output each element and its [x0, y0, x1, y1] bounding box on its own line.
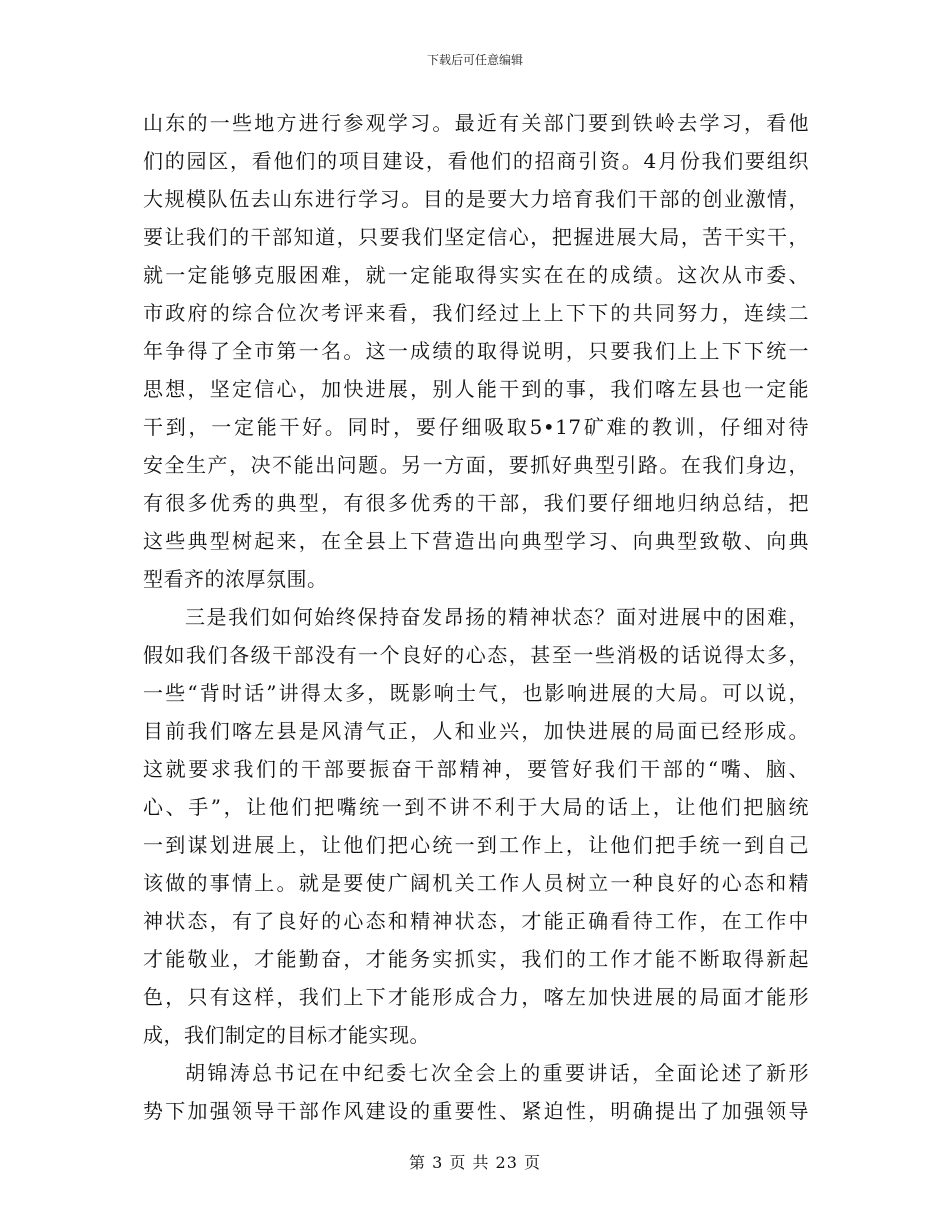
text-line: 大规模队伍去山东进行学习。目的是要大力培育我们干部的创业激情， [143, 187, 809, 211]
text-line: 有很多优秀的典型，有很多优秀的干部，我们要仔细地归纳总结，把 [143, 491, 809, 515]
text-line: 一到谋划进展上，让他们把心统一到工作上，让他们把手统一到自己 [143, 833, 809, 857]
text-line: 这就要求我们的干部要振奋干部精神，要管好我们干部的“嘴、脑、 [143, 757, 809, 781]
text-line: 神状态，有了良好的心态和精神状态，才能正确看待工作，在工作中 [143, 909, 809, 933]
text-line: 年争得了全市第一名。这一成绩的取得说明，只要我们上上下下统一 [143, 339, 809, 363]
text-line: 山东的一些地方进行参观学习。最近有关部门要到铁岭去学习，看他 [143, 111, 809, 135]
document-body [143, 104, 809, 1130]
text-line: 成，我们制定的目标才能实现。 [143, 1023, 430, 1047]
text-line: 一些“背时话”讲得太多，既影响士气，也影响进展的大局。可以说， [143, 681, 809, 705]
page-header: 下载后可任意编辑 [426, 53, 523, 67]
page-footer: 第 3 页 共 23 页 [409, 1153, 541, 1172]
text-line: 该做的事情上。就是要使广阔机关工作人员树立一种良好的心态和精 [143, 871, 809, 895]
text-line: 假如我们各级干部没有一个良好的心态，甚至一些消极的话说得太多， [143, 643, 809, 667]
text-line: 就一定能够克服困难，就一定能取得实实在在的成绩。这次从市委、 [143, 263, 809, 287]
text-line: 们的园区，看他们的项目建设，看他们的招商引资。4月份我们要组织 [143, 149, 809, 173]
text-line: 市政府的综合位次考评来看，我们经过上上下下的共同努力，连续二 [143, 301, 809, 325]
text-line: 这些典型树起来，在全县上下营造出向典型学习、向典型致敬、向典 [143, 529, 809, 553]
text-line: 型看齐的浓厚氛围。 [143, 567, 328, 591]
text-line: 安全生产，决不能出问题。另一方面，要抓好典型引路。在我们身边， [143, 453, 809, 477]
text-line: 要让我们的干部知道，只要我们坚定信心，把握进展大局，苦干实干， [143, 225, 809, 249]
text-line: 思想，坚定信心，加快进展，别人能干到的事，我们喀左县也一定能 [143, 377, 809, 401]
text-line: 目前我们喀左县是风清气正，人和业兴，加快进展的局面已经形成。 [143, 719, 809, 743]
text-line: 干到，一定能干好。同时，要仔细吸取5•17矿难的教训，仔细对待 [143, 415, 809, 439]
text-line: 胡锦涛总书记在中纪委七次全会上的重要讲话，全面论述了新形 [185, 1061, 809, 1085]
text-line: 三是我们如何始终保持奋发昂扬的精神状态？面对进展中的困难， [185, 605, 809, 629]
text-line: 才能敬业，才能勤奋，才能务实抓实，我们的工作才能不断取得新起 [143, 947, 809, 971]
text-line: 势下加强领导干部作风建设的重要性、紧迫性，明确提出了加强领导 [143, 1099, 809, 1123]
text-line: 心、手”，让他们把嘴统一到不讲不利于大局的话上，让他们把脑统 [143, 795, 809, 819]
text-line: 色，只有这样，我们上下才能形成合力，喀左加快进展的局面才能形 [143, 985, 809, 1009]
